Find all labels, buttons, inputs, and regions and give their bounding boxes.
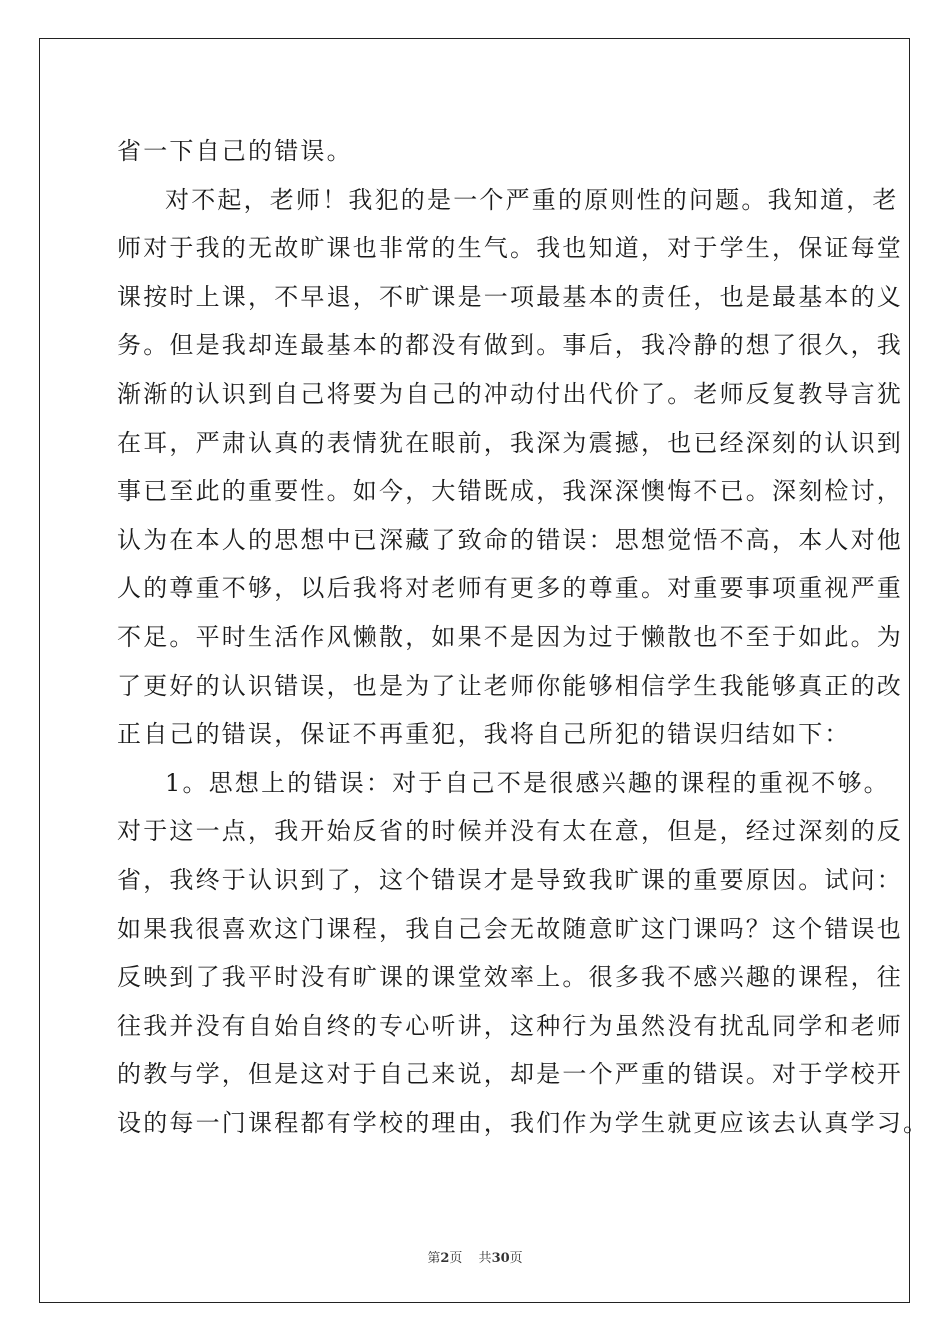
page-indicator xyxy=(427,1251,462,1266)
text-line: 的教与学，但是这对于自己来说，却是一个严重的错误。对于学校开 xyxy=(117,1060,903,1089)
total-pages: 30 xyxy=(491,1251,510,1266)
text-line: 人的尊重不够，以后我将对老师有更多的尊重。对重要事项重视严重 xyxy=(117,574,903,603)
text-line: 渐渐的认识到自己将要为自己的冲动付出代价了。老师反复教导言犹 xyxy=(117,379,903,408)
text-line: 1。思想上的错误：对于自己不是很感兴趣的课程的重视不够。 xyxy=(165,768,890,797)
text-line: 了更好的认识错误，也是为了让老师你能够相信学生我能够真正的改 xyxy=(117,671,903,700)
text-line: 反映到了我平时没有旷课的课堂效率上。很多我不感兴趣的课程，往 xyxy=(117,963,903,992)
page-suffix: 页 xyxy=(449,1251,463,1266)
text-line: 正自己的错误，保证不再重犯，我将自己所犯的错误归结如下： xyxy=(117,720,851,749)
text-line: 对于这一点，我开始反省的时候并没有太在意，但是，经过深刻的反 xyxy=(117,817,903,846)
text-line: 往我并没有自始自终的专心听讲，这种行为虽然没有扰乱同学和老师 xyxy=(117,1011,903,1040)
text-line: 对不起，老师！我犯的是一个严重的原则性的问题。我知道，老 xyxy=(165,185,899,214)
total-suffix: 页 xyxy=(509,1251,523,1266)
text-line: 省，我终于认识到了，这个错误才是导致我旷课的重要原因。试问： xyxy=(117,865,903,894)
text-line: 师对于我的无故旷课也非常的生气。我也知道，对于学生，保证每堂 xyxy=(117,234,903,263)
text-line: 如果我很喜欢这门课程，我自己会无故随意旷这门课吗？这个错误也 xyxy=(117,914,903,943)
page-footer xyxy=(0,1247,950,1266)
text-line: 课按时上课，不早退，不旷课是一项最基本的责任，也是最基本的义 xyxy=(117,282,903,311)
total-pages-indicator xyxy=(479,1251,523,1266)
page-prefix: 第 xyxy=(427,1251,441,1266)
document-body xyxy=(117,127,930,1147)
text-line: 设的每一门课程都有学校的理由，我们作为学生就更应该去认真学习。 xyxy=(117,1108,930,1137)
text-line: 在耳，严肃认真的表情犹在眼前，我深为震撼，也已经深刻的认识到 xyxy=(117,428,903,457)
total-prefix: 共 xyxy=(478,1251,492,1266)
text-line: 事已至此的重要性。如今，大错既成，我深深懊悔不已。深刻检讨， xyxy=(117,477,903,506)
page-number: 2 xyxy=(440,1251,450,1266)
text-line: 认为在本人的思想中已深藏了致命的错误：思想觉悟不高，本人对他 xyxy=(117,525,903,554)
text-line: 不足。平时生活作风懒散，如果不是因为过于懒散也不至于如此。为 xyxy=(117,622,903,651)
text-line: 务。但是我却连最基本的都没有做到。事后，我冷静的想了很久，我 xyxy=(117,331,903,360)
text-line: 省一下自己的错误。 xyxy=(117,137,353,165)
